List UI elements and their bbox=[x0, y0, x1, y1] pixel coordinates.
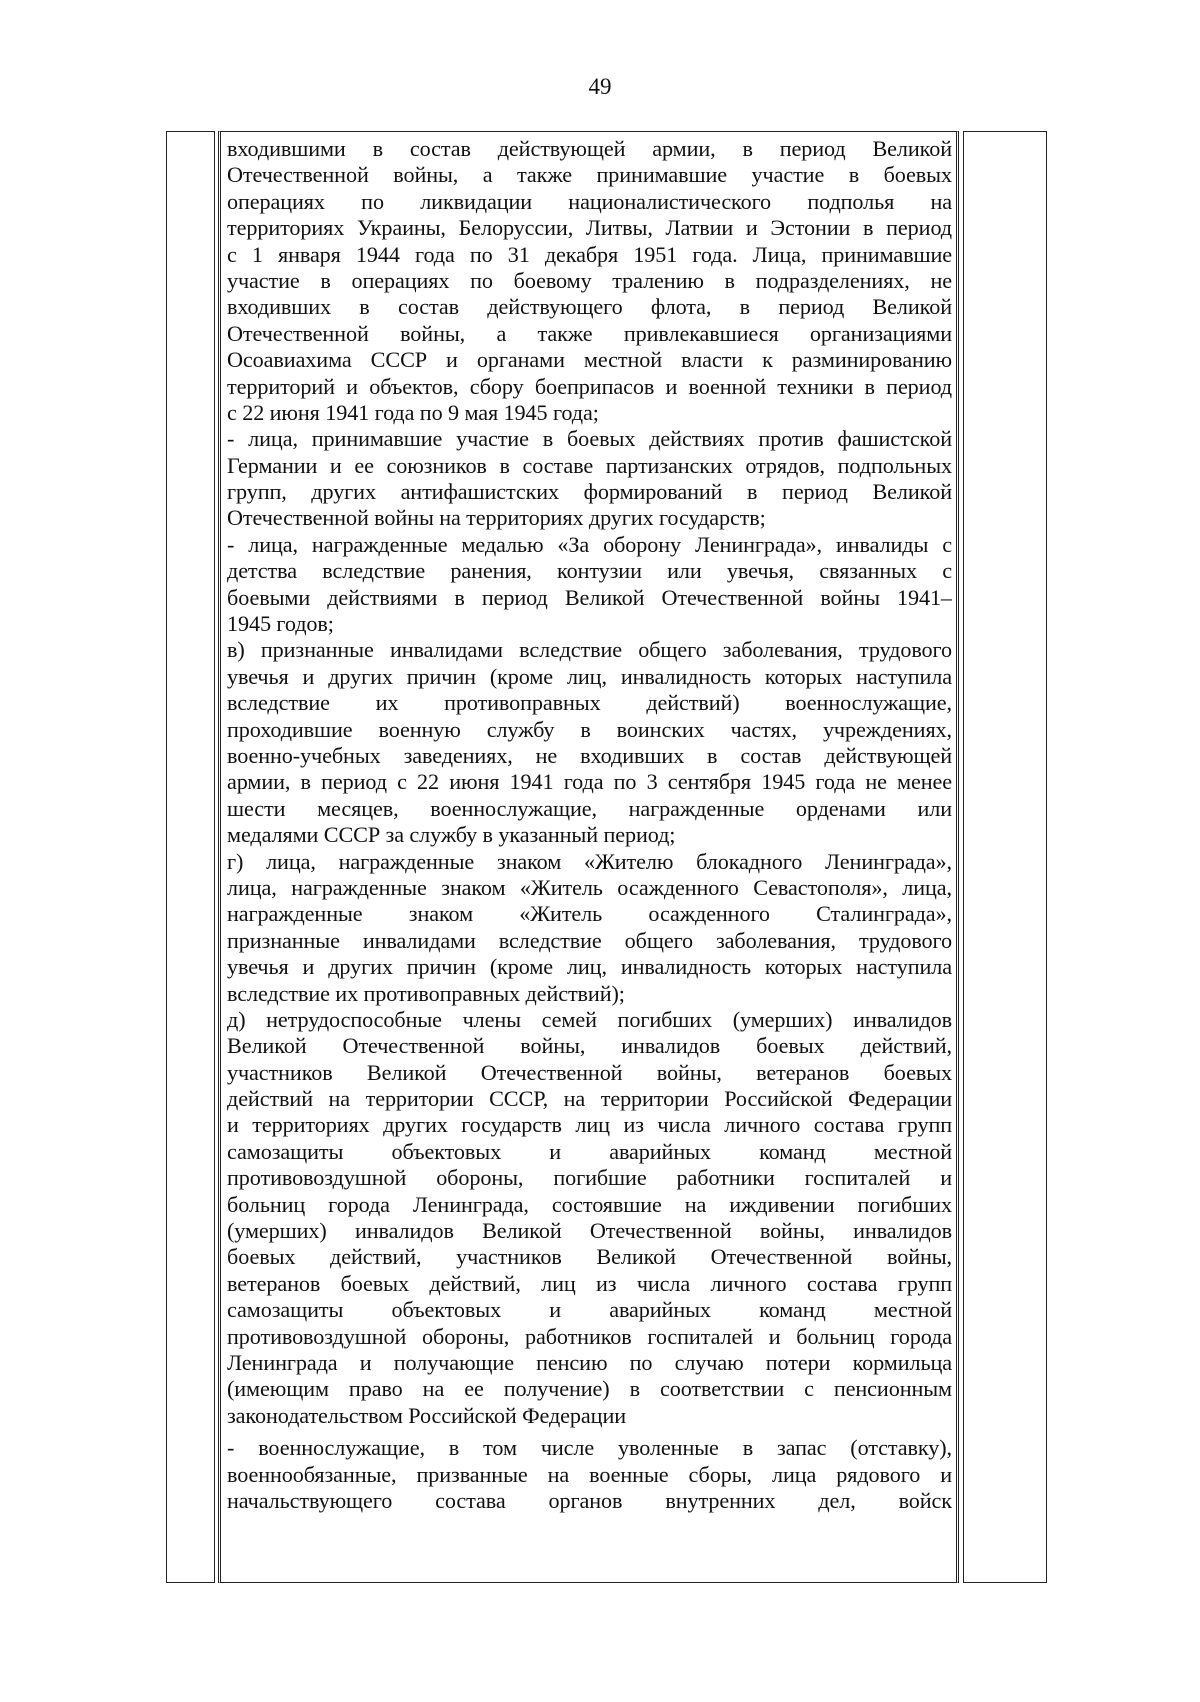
text-line: ветеранов боевых действий, лиц из числа личного состава групп bbox=[227, 1270, 952, 1296]
text-line: признанные инвалидами вследствие общего заболевания, трудового bbox=[227, 927, 952, 953]
text-line: награжденные знаком «Житель осажденного Сталинграда», bbox=[227, 901, 952, 927]
text-line: Германии и ее союзников в составе партизанских отрядов, подпольных bbox=[227, 452, 952, 478]
text-line: с 22 июня 1941 года по 9 мая 1945 года; bbox=[227, 399, 599, 425]
text-line: медалями СССР за службу в указанный период; bbox=[227, 822, 676, 848]
text-line: Ленинграда и получающие пенсию по случаю потери кормильца bbox=[227, 1349, 952, 1375]
text-line: Осоавиахима СССР и органами местной власти к разминированию bbox=[227, 347, 952, 373]
right-column-cell bbox=[963, 131, 1047, 1583]
text-line: шести месяцев, военнослужащие, награжденные орденами или bbox=[227, 795, 952, 821]
text-line: - военнослужащие, в том числе уволенные в запас (отставку), bbox=[227, 1435, 952, 1461]
main-text-cell bbox=[218, 131, 959, 1583]
text-line: (умерших) инвалидов Великой Отечественной войны, инвалидов bbox=[227, 1218, 952, 1244]
page-number: 49 bbox=[588, 74, 612, 99]
text-line: территориях Украины, Белоруссии, Литвы, Латвии и Эстонии в период bbox=[227, 215, 952, 241]
text-line: Отечественной войны на территориях других государств; bbox=[227, 505, 766, 531]
text-line: Отечественной войны, а также принимавшие участие в боевых bbox=[227, 162, 952, 188]
text-line: групп, других антифашистских формирований в период Великой bbox=[227, 479, 952, 505]
text-line: законодательством Российской Федерации bbox=[227, 1402, 626, 1428]
text-line: больниц города Ленинграда, состоявшие на иждивении погибших bbox=[227, 1191, 952, 1217]
text-line: д) нетрудоспособные члены семей погибших (умерших) инвалидов bbox=[227, 1006, 952, 1032]
text-line: в) признанные инвалидами вследствие общего заболевания, трудового bbox=[227, 637, 952, 663]
text-line: Отечественной войны, а также привлекавшиеся организациями bbox=[227, 320, 952, 346]
text-line: - лица, принимавшие участие в боевых действиях против фашистской bbox=[227, 426, 952, 452]
text-line: увечья и других причин (кроме лиц, инвалидность которых наступила bbox=[227, 663, 952, 689]
text-line: самозащиты объектовых и аварийных команд местной bbox=[227, 1297, 952, 1323]
text-line: и территориях других государств лиц из числа личного состава групп bbox=[227, 1112, 952, 1138]
text-line: входивших в состав действующего флота, в период Великой bbox=[227, 294, 952, 320]
text-line: самозащиты объектовых и аварийных команд местной bbox=[227, 1138, 952, 1164]
text-line: армии, в период с 22 июня 1941 года по 3 сентября 1945 года не менее bbox=[227, 769, 952, 795]
text-line: боевыми действиями в период Великой Отечественной войны 1941– bbox=[227, 584, 952, 610]
text-line: вследствие их противоправных действий); bbox=[227, 980, 625, 1006]
text-line: действий на территории СССР, на территории Российской Федерации bbox=[227, 1086, 952, 1112]
text-line: территорий и объектов, сбору боеприпасов и военной техники в период bbox=[227, 373, 952, 399]
text-line: 1945 годов; bbox=[227, 611, 334, 637]
text-line: детства вследствие ранения, контузии или увечья, связанных с bbox=[227, 558, 952, 584]
text-line: входившими в состав действующей армии, в период Великой bbox=[227, 136, 952, 161]
text-line: Великой Отечественной войны, инвалидов боевых действий, bbox=[227, 1033, 952, 1059]
text-line: г) лица, награжденные знаком «Жителю блокадного Ленинграда», bbox=[227, 848, 952, 874]
text-line: - лица, награжденные медалью «За оборону Ленинграда», инвалиды с bbox=[227, 531, 952, 557]
text-line: увечья и других причин (кроме лиц, инвалидность которых наступила bbox=[227, 954, 952, 980]
text-line: противовоздушной обороны, работников госпиталей и больниц города bbox=[227, 1323, 952, 1349]
text-line: проходившие военную службу в воинских частях, учреждениях, bbox=[227, 716, 952, 742]
text-line: участие в операциях по боевому тралению в подразделениях, не bbox=[227, 267, 952, 293]
document-table bbox=[166, 131, 1047, 1583]
text-line: операциях по ликвидации националистического подполья на bbox=[227, 188, 952, 214]
main-text-body bbox=[227, 136, 952, 1514]
text-line: (имеющим право на ее получение) в соответствии с пенсионным bbox=[227, 1376, 952, 1402]
text-line: противовоздушной обороны, погибшие работники госпиталей и bbox=[227, 1165, 952, 1191]
text-line: лица, награжденные знаком «Житель осажденного Севастополя», лица, bbox=[227, 874, 952, 900]
text-line: военно-учебных заведениях, не входивших в состав действующей bbox=[227, 742, 952, 768]
text-line: участников Великой Отечественной войны, ветеранов боевых bbox=[227, 1059, 952, 1085]
text-line: начальствующего состава органов внутренних дел, войск bbox=[227, 1487, 952, 1513]
text-line: вследствие их противоправных действий) военнослужащие, bbox=[227, 690, 952, 716]
text-line: военнообязанные, призванные на военные сборы, лица рядового и bbox=[227, 1461, 952, 1487]
text-line: боевых действий, участников Великой Отечественной войны, bbox=[227, 1244, 952, 1270]
text-line: с 1 января 1944 года по 31 декабря 1951 года. Лица, принимавшие bbox=[227, 241, 952, 267]
left-column-cell bbox=[166, 131, 215, 1583]
